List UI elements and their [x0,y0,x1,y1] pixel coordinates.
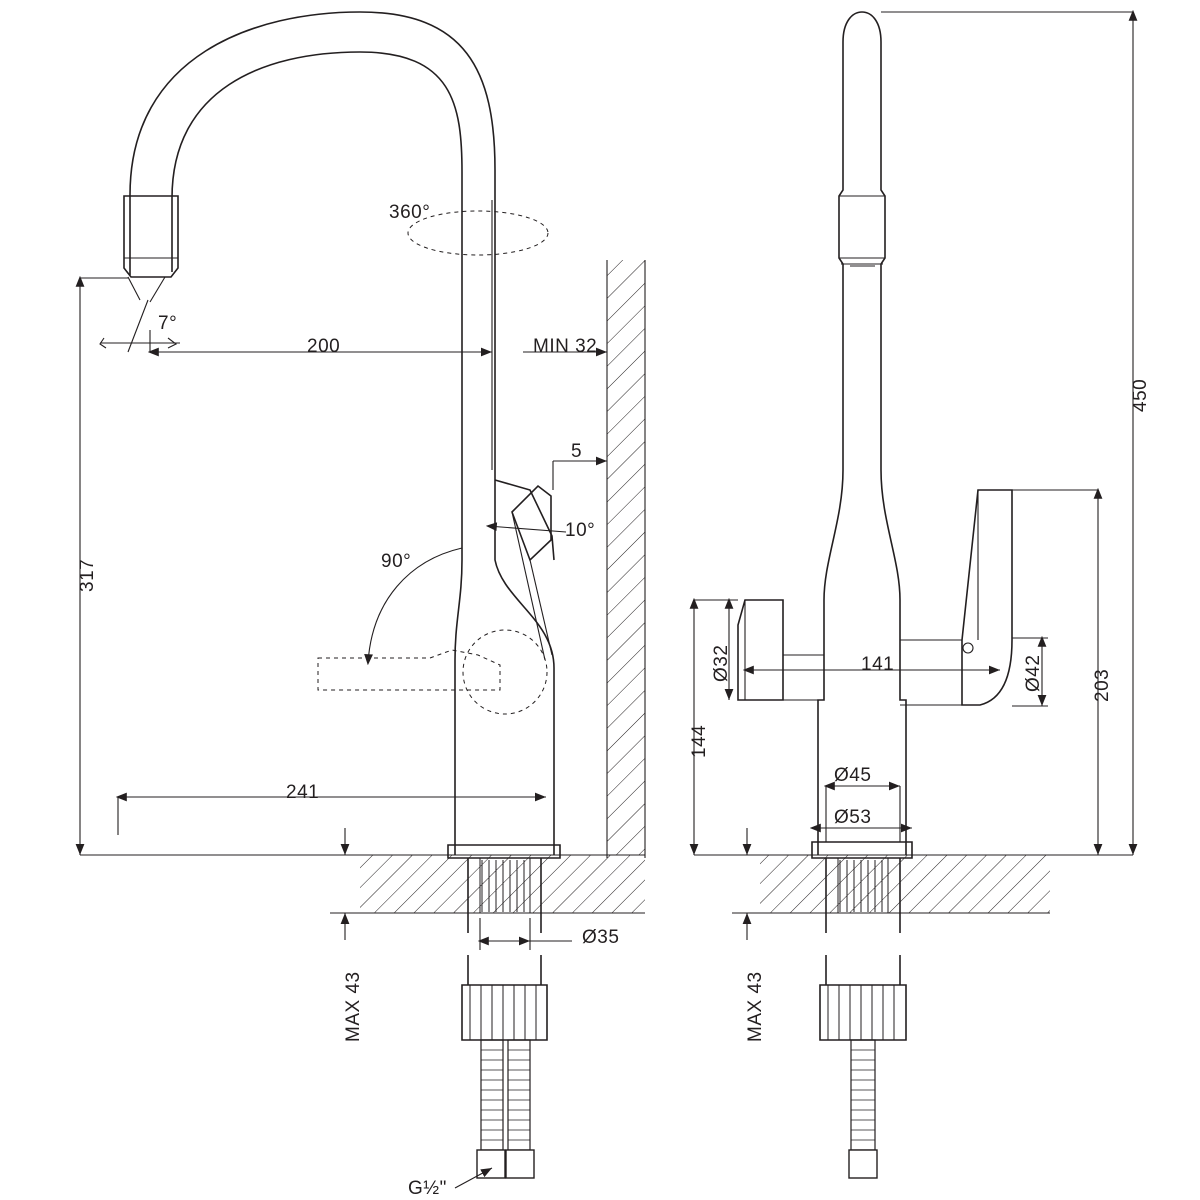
label-angle-7: 7° [158,313,178,334]
label-body-height-144: 144 [689,724,710,758]
label-depth-241: 241 [286,782,320,803]
label-base-dia-45: Ø45 [834,765,872,786]
label-lever-height-203: 203 [1092,668,1113,702]
right-view-geometry [738,12,1050,1178]
label-hole-dia-35: Ø35 [582,927,620,948]
right-view-dimensions [694,12,1133,940]
label-reach-200: 200 [307,336,341,357]
label-base-dia-53: Ø53 [834,807,872,828]
label-handle-dia-42: Ø42 [1023,654,1044,692]
label-max-thickness-43-left: MAX 43 [343,971,364,1042]
label-handle-span-141: 141 [861,654,895,675]
label-thread-g-half: G½" [408,1178,447,1199]
label-angle-10: 10° [565,520,596,541]
label-min-wall-32: MIN 32 [533,336,598,357]
label-offset-5: 5 [571,441,583,462]
label-angle-90: 90° [381,551,412,572]
left-view-geometry [124,12,645,1178]
label-height-317: 317 [77,558,98,592]
label-total-height-450: 450 [1130,378,1151,412]
label-spout-dia-32: Ø32 [711,644,732,682]
label-max-thickness-43-right: MAX 43 [745,971,766,1042]
label-rotation-360: 360° [389,202,431,223]
